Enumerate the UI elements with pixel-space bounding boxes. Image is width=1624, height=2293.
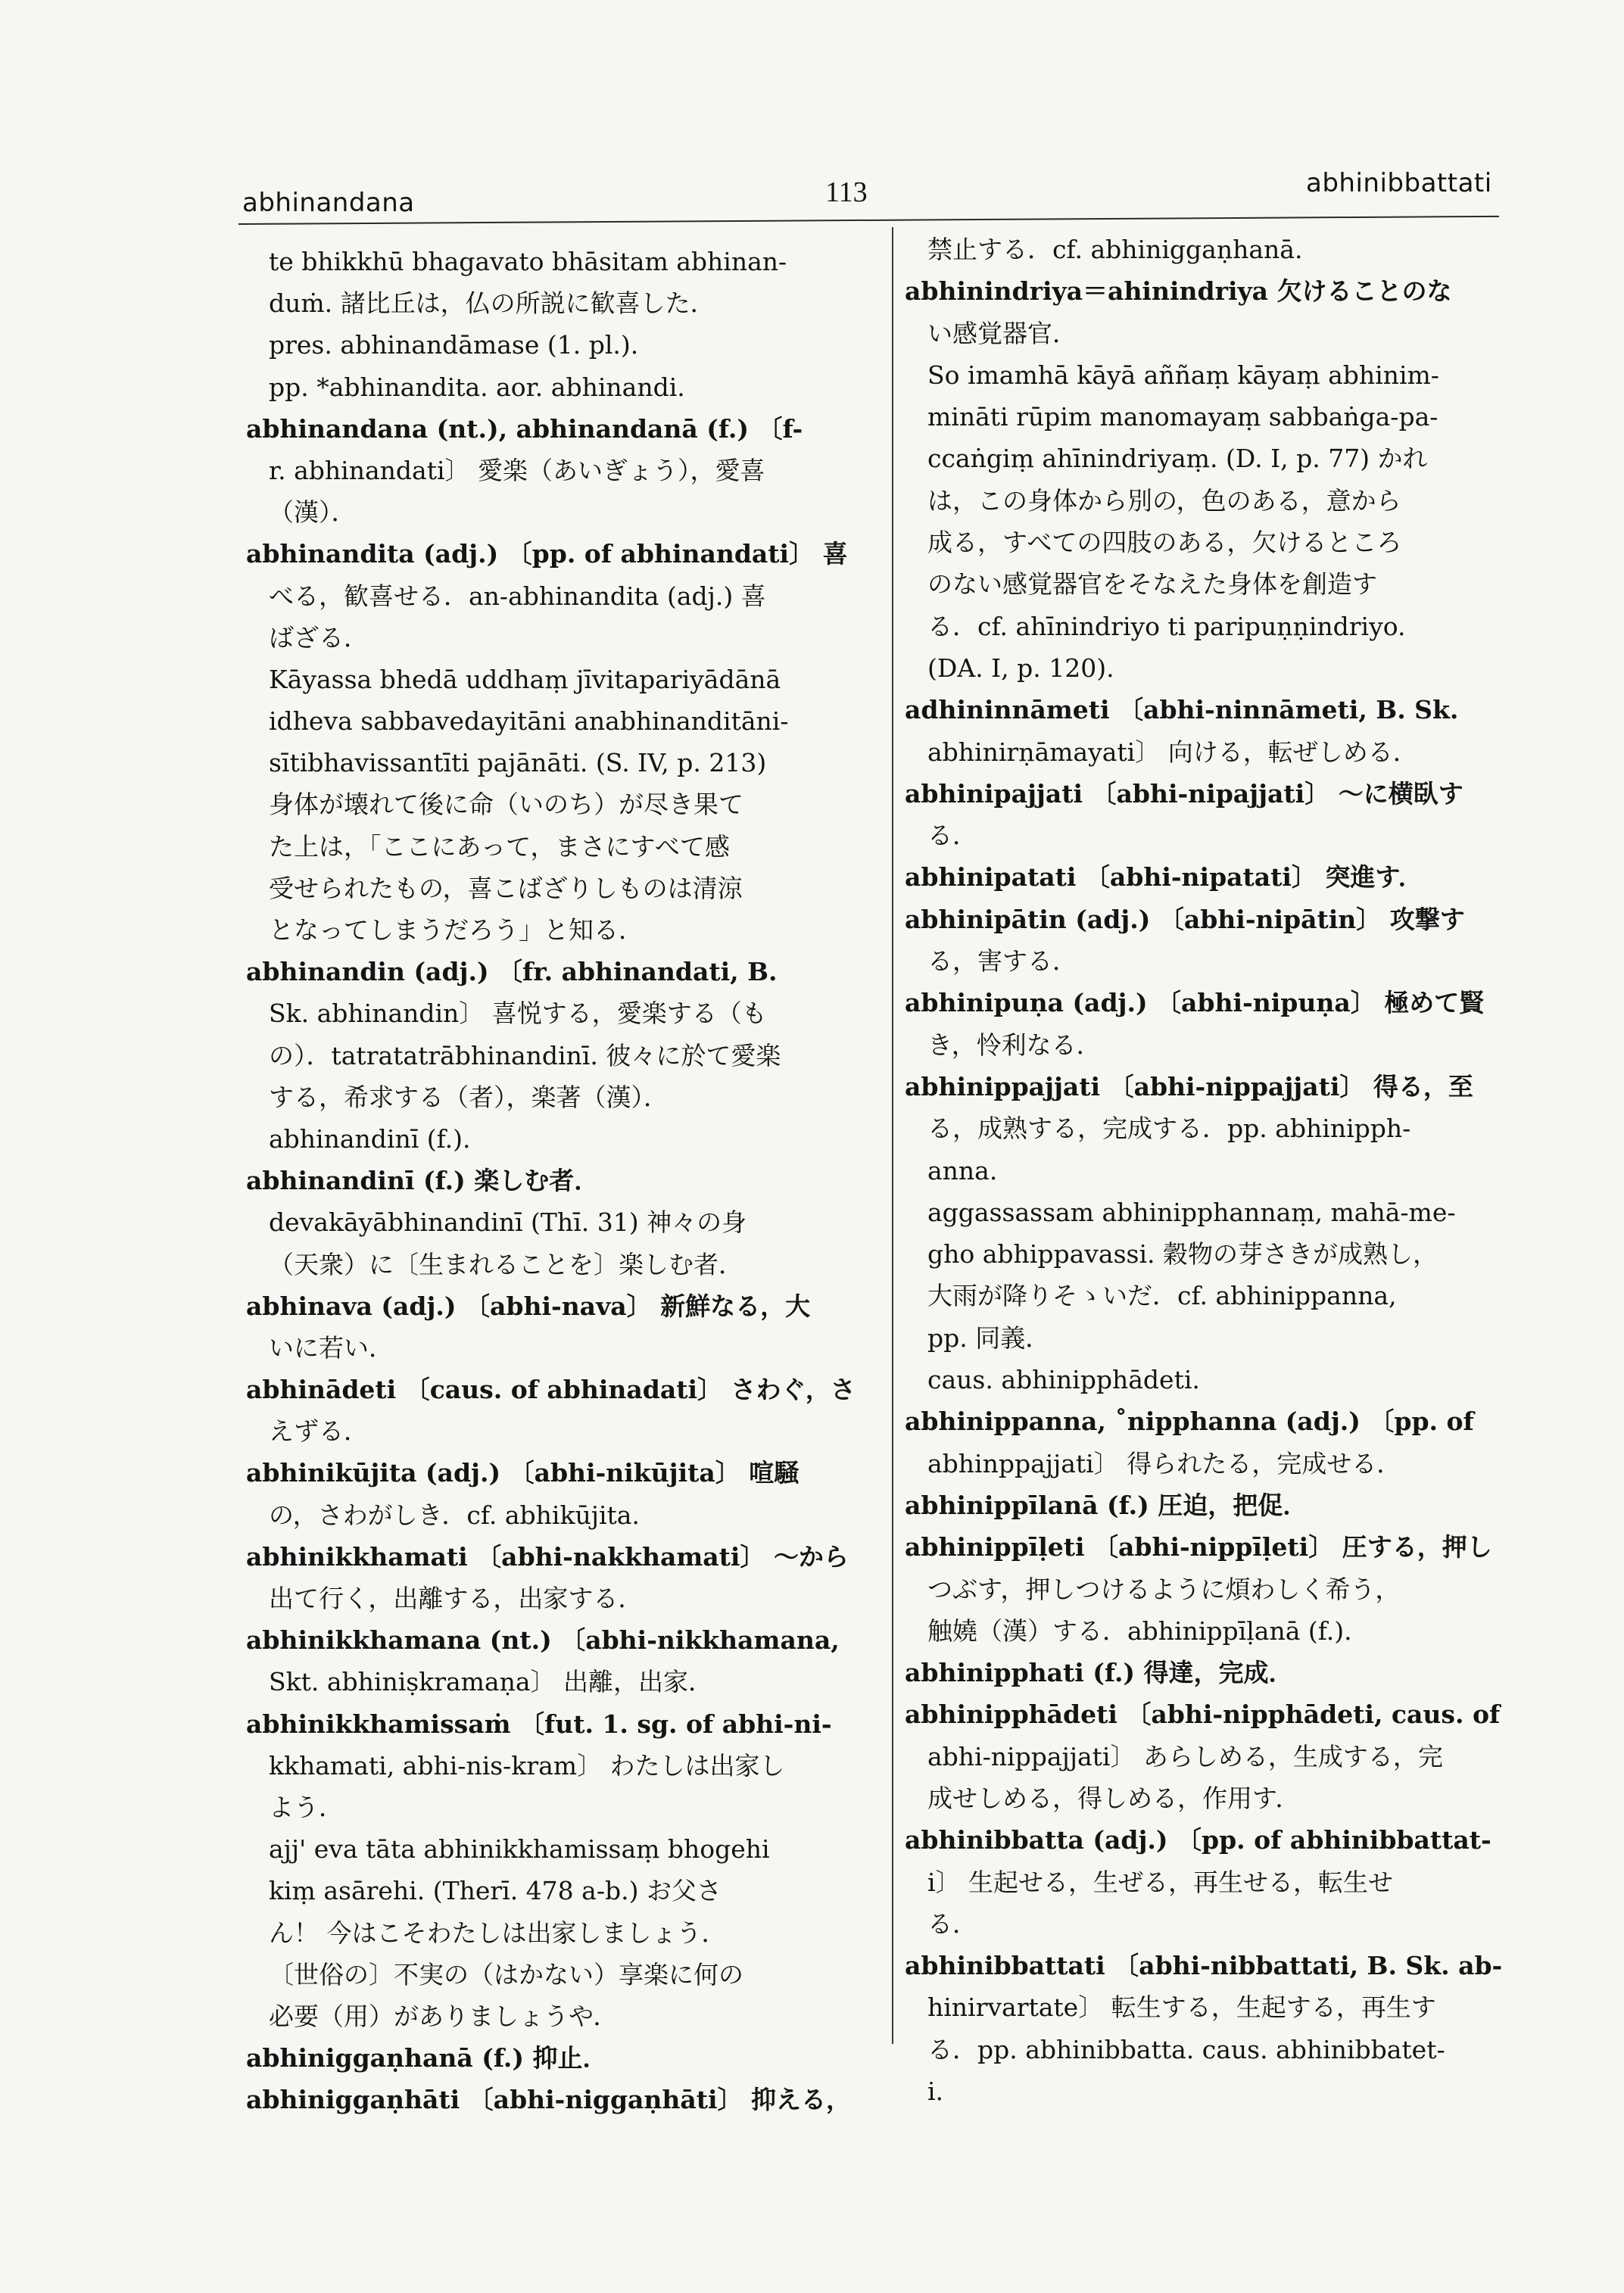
right-column (905, 229, 1518, 2112)
entry-text-line: 出て行く，出離する，出家する． (269, 1584, 644, 1613)
entry-text-line: 身体が壊れて後に命（いのち）が尽き果て (269, 790, 743, 820)
column-divider (892, 227, 893, 2044)
running-head-left: abhinandana (242, 188, 415, 218)
entry-text-line: mināti rūpim manomayaṃ sabbaṅga-pa- (927, 402, 1439, 432)
entry-headword-line: abhinipatati 〔abhi-nipatati〕 突進す． (905, 862, 1423, 893)
entry-text-line: となってしまうだろう」と知る． (269, 915, 644, 945)
entry-text-line: 禁止する．cf. abhiniggaṇhanā. (927, 235, 1303, 264)
entry-text-line: anna. (927, 1155, 998, 1185)
entry-text-line: る，害する． (927, 946, 1077, 977)
entry-headword-line: abhinibbatta (adj.) 〔pp. of abhinibbattat- (905, 1825, 1492, 1855)
entry-headword-line: abhinikkhamissaṁ 〔fut. 1. sg. of abhi-ni- (246, 1709, 832, 1739)
entry-headword-line: abhinipuṇa (adj.) 〔abhi-nipuṇa〕 極めて賢 (905, 988, 1485, 1018)
entry-text-line: (DA. I, p. 120). (927, 653, 1114, 683)
entry-text-line: te bhikkhū bhagavato bhāsitam abhinan- (269, 247, 787, 276)
entry-headword-line: abhinippanna, ˚nipphanna (adj.) 〔pp. of (905, 1407, 1474, 1437)
entry-text-line: 成る，すべての四肢のある，欠けるところ (927, 528, 1402, 558)
entry-text-line: Kāyassa bhedā uddhaṃ jīvitapariyādānā (269, 664, 781, 694)
entry-text-line: の）．tatratatrābhinandinī. 彼々に於て愛楽 (269, 1040, 781, 1070)
entry-text-line: devakāyābhinandinī (Thī. 31) 神々の身 (269, 1207, 747, 1238)
entry-headword-line: abhinikkhamana (nt.) 〔abhi-nikkhamana, (246, 1625, 840, 1656)
entry-text-line: （漢）． (269, 497, 357, 528)
entry-headword-line: abhinādeti 〔caus. of abhinadati〕 さわぐ，さ (246, 1375, 856, 1405)
entry-text-line: 成せしめる，得しめる，作用す． (927, 1783, 1301, 1813)
entry-text-line: る． (927, 821, 977, 851)
entry-text-line: ccaṅgiṃ ahīnindriyaṃ. (D. I, p. 77) かれ (927, 444, 1428, 474)
entry-text-line: よう． (269, 1792, 344, 1822)
entry-text-line: （天衆）に〔生まれることを〕楽しむ者． (269, 1249, 743, 1279)
entry-headword-line: abhinipajjati 〔abhi-nipajjati〕 〜に横臥す (905, 778, 1463, 808)
entry-headword-line: abhinindriya＝ahinindriya 欠けることのな (905, 276, 1452, 307)
entry-text-line: 触嬈（漢）する．abhinippīḷanā (f.). (927, 1615, 1352, 1646)
entry-text-line: abhinandinī (f.). (269, 1123, 471, 1154)
entry-text-line: i. (927, 2076, 944, 2107)
entry-headword-line: abhinipphati (f.) 得達，完成． (905, 1658, 1294, 1688)
entry-headword-line: abhiniggaṇhanā (f.) 抑止． (246, 2043, 608, 2073)
entry-text-line: sītibhavissantīti pajānāti. (S. IV, p. 213) (269, 748, 767, 778)
entry-text-line: る．cf. ahīnindriyo ti paripuṇṇindriyo. (927, 611, 1406, 641)
entry-headword-line: abhinava (adj.) 〔abhi-nava〕 新鮮なる，大 (246, 1291, 811, 1321)
entry-text-line: hinirvartate〕 転生する，生起する，再生す (927, 1992, 1436, 2023)
entry-headword-line: abhinandinī (f.) 楽しむ者． (246, 1166, 600, 1196)
header-rule (238, 216, 1499, 225)
entry-headword-line: abhinandin (adj.) 〔fr. abhinandati, B. (246, 957, 778, 987)
entry-text-line: kkhamati, abhi-nis-kram〕 わたしは出家し (269, 1750, 785, 1781)
entry-text-line: So imamhā kāyā aññaṃ kāyaṃ abhinim- (927, 360, 1439, 390)
entry-text-line: き，怜利なる． (927, 1030, 1102, 1060)
entry-text-line: の，さわがしき．cf. abhikūjita. (269, 1500, 640, 1530)
entry-text-line: idheva sabbavedayitāni anabhinanditāni- (269, 706, 789, 737)
entry-text-line: Sk. abhinandin〕 喜悦する，愛楽する（も (269, 999, 767, 1029)
entry-headword-line: abhinippīḷeti 〔abhi-nippīḷeti〕 圧する，押し (905, 1532, 1492, 1562)
entry-text-line: た上は，「ここにあって，まさにすべて感 (269, 831, 730, 861)
entry-headword-line: abhinippīlanā (f.) 圧迫，把促． (905, 1490, 1308, 1520)
entry-text-line: duṁ. 諸比丘は，仏の所説に歓喜した． (269, 288, 715, 319)
entry-text-line: は，この身体から別の，色のある，意から (927, 485, 1401, 516)
entry-headword-line: abhinippajjati 〔abhi-nippajjati〕 得る，至 (905, 1071, 1473, 1101)
entry-text-line: のない感覚器官をそなえた身体を創造す (927, 569, 1377, 600)
entry-headword-line: abhinipphādeti 〔abhi-nipphādeti, caus. of (905, 1699, 1501, 1730)
entry-text-line: Skt. abhiniṣkramaṇa〕 出離，出家． (269, 1667, 714, 1697)
entry-text-line: gho abhippavassi. 穀物の芽さきが成熟し， (927, 1239, 1438, 1270)
entry-text-line: abhi-nippajjati〕 あらしめる，生成する，完 (927, 1741, 1443, 1771)
entry-text-line: る，成熟する，完成する．pp. abhinipph- (927, 1114, 1411, 1144)
entry-text-line: 大雨が降りそゝいだ．cf. abhinippanna, (927, 1281, 1397, 1311)
running-head-right: abhinibbattati (1306, 168, 1492, 198)
entry-text-line: kiṃ asārehi. (Therī. 478 a-b.) お父さ (269, 1876, 722, 1906)
entry-text-line: する，希求する（者），楽著（漢）． (269, 1082, 669, 1112)
entry-text-line: ばざる． (269, 622, 369, 653)
entry-headword-line: abhinikkhamati 〔abhi-nakkhamati〕 〜から (246, 1541, 849, 1572)
entry-headword-line: abhinikūjita (adj.) 〔abhi-nikūjita〕 喧騒 (246, 1458, 800, 1488)
entry-text-line: る．pp. abhinibbatta. caus. abhinibbatet- (927, 2034, 1445, 2064)
entry-text-line: r. abhinandati〕 愛楽（あいぎょう），愛喜 (269, 455, 765, 485)
entry-text-line: ajj' eva tāta abhinikkhamissaṃ bhogehi (269, 1834, 770, 1865)
entry-text-line: 受せられたもの，喜こばざりしものは清涼 (269, 873, 743, 903)
entry-text-line: い感覚器官． (927, 318, 1077, 348)
entry-text-line: べる，歓喜せる．an-abhinandita (adj.) 喜 (269, 581, 766, 611)
entry-headword-line: abhiniggaṇhāti 〔abhi-niggaṇhāti〕 抑える， (246, 2085, 852, 2115)
entry-text-line: pres. abhinandāmase (1. pl.). (269, 330, 639, 360)
entry-text-line: abhinirṇāmayati〕 向ける，転ぜしめる． (927, 737, 1418, 767)
entry-text-line: caus. abhinipphādeti. (927, 1365, 1200, 1395)
entry-text-line: pp. 同義． (927, 1323, 1051, 1353)
entry-text-line: 〔世俗の〕不実の（はかない）享楽に何の (269, 1959, 743, 1989)
entry-text-line: i〕 生起せる，生ぜる，再生せる，転生せ (927, 1867, 1394, 1897)
entry-headword-line: abhinipātin (adj.) 〔abhi-nipātin〕 攻撃す (905, 904, 1465, 934)
left-column (246, 241, 867, 2120)
entry-text-line: る． (927, 1908, 977, 1939)
entry-text-line: pp. *abhinandita. aor. abhinandi. (269, 372, 685, 402)
entry-headword-line: abhinandana (nt.), abhinandanā (f.) 〔f- (246, 413, 803, 444)
entry-text-line: つぶす，押しつけるように煩わしく希う， (927, 1574, 1401, 1604)
entry-headword-line: abhinibbattati 〔abhi-nibbattati, B. Sk. ab- (905, 1951, 1503, 1981)
entry-text-line: ん！ 今はこそわたしは出家しましょう． (269, 1918, 727, 1948)
entry-text-line: えずる． (269, 1416, 369, 1447)
entry-headword-line: abhinandita (adj.) 〔pp. of abhinandati〕 喜 (246, 539, 848, 569)
entry-headword-line: adhininnāmeti 〔abhi-ninnāmeti, B. Sk. (905, 695, 1459, 725)
page-number: 113 (825, 176, 868, 208)
entry-text-line: abhinppajjati〕 得られたる，完成せる． (927, 1448, 1402, 1478)
entry-text-line: aggassassam abhinipphannaṃ, mahā-me- (927, 1197, 1456, 1227)
entry-text-line: 必要（用）がありましょうや． (269, 2001, 619, 2031)
entry-text-line: いに若い． (269, 1332, 394, 1363)
